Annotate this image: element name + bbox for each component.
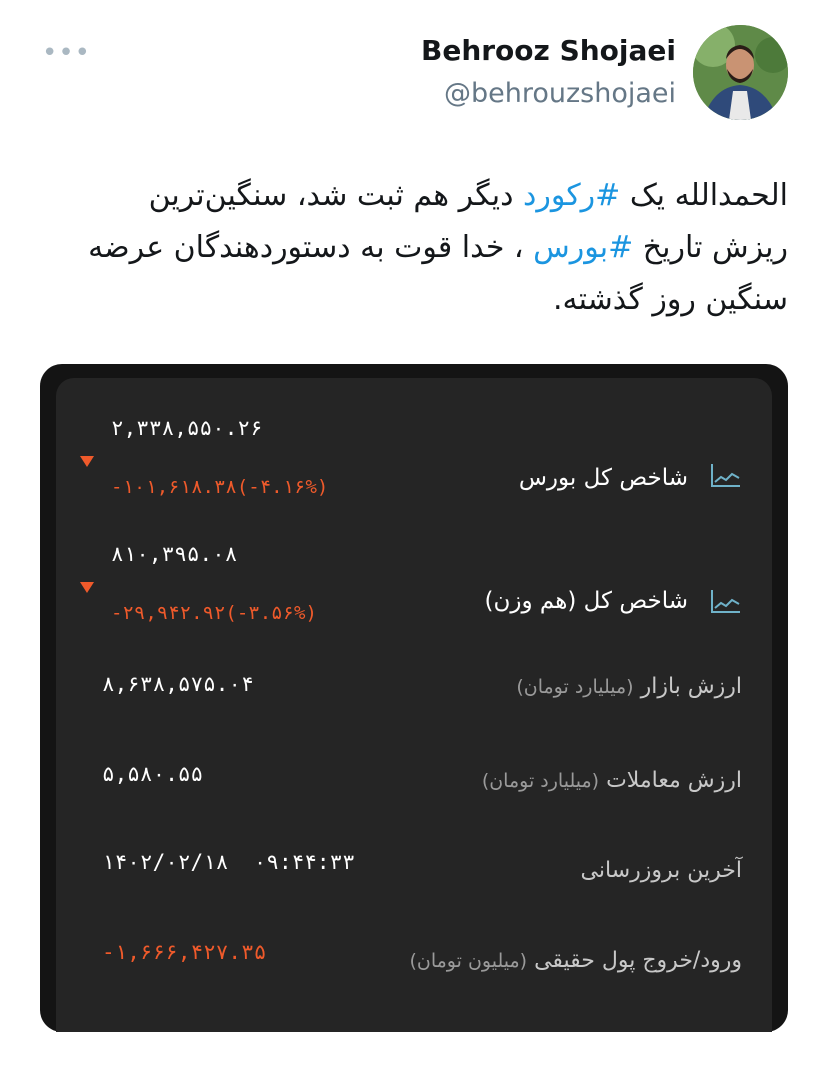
market-summary-panel bbox=[56, 378, 772, 1032]
market-value-row bbox=[56, 670, 772, 710]
chart-icon bbox=[710, 588, 742, 614]
equal-weight-index-label: شاخص کل (هم وزن) bbox=[484, 588, 688, 614]
more-options-icon[interactable]: ••• bbox=[42, 38, 92, 68]
total-index-value: ۲,۳۳۸,۵۵۰.۲۶ bbox=[111, 416, 263, 440]
label-text: ورود/خروج پول حقیقی bbox=[534, 948, 742, 973]
total-index-row bbox=[56, 418, 772, 528]
trade-value-value: ۵,۵۸۰.۵۵ bbox=[102, 762, 204, 786]
real-money-flow-value: -۱,۶۶۶,۴۲۷.۳۵ bbox=[102, 940, 267, 964]
last-update-label: آخرین بروزرسانی bbox=[580, 858, 742, 883]
label-unit: (میلیون تومان) bbox=[409, 950, 528, 972]
total-index-change: -۱۰۱,۶۱۸.۳۸(-۴.۱۶%) bbox=[111, 476, 329, 498]
label-unit: (میلیارد تومان) bbox=[481, 770, 600, 792]
trade-value-row bbox=[56, 764, 772, 804]
chart-icon bbox=[710, 462, 742, 488]
down-arrow-icon bbox=[80, 582, 94, 593]
equal-weight-index-row bbox=[56, 544, 772, 654]
tweet-text-part: الحمدالله یک bbox=[620, 178, 788, 213]
last-update-value: ۱۴۰۲/۰۲/۱۸ ۰۹:۴۴:۳۳ bbox=[102, 850, 355, 874]
total-index-label: شاخص کل بورس bbox=[518, 465, 688, 491]
trade-value-label bbox=[482, 768, 742, 793]
label-text: ارزش بازار bbox=[640, 674, 742, 699]
tweet-text bbox=[68, 170, 788, 326]
tweet-text-part: دیگر هم ثبت شد، سنگین‌ترین ریزش تاریخ bbox=[148, 178, 788, 265]
real-money-flow-label bbox=[409, 948, 742, 973]
market-value-value: ۸,۶۳۸,۵۷۵.۰۴ bbox=[102, 672, 254, 696]
label-text: ارزش معاملات bbox=[606, 768, 742, 793]
label-unit: (میلیارد تومان) bbox=[516, 676, 634, 698]
avatar[interactable] bbox=[693, 25, 788, 120]
last-update-row bbox=[56, 850, 772, 894]
hashtag-link[interactable]: #بورس bbox=[533, 230, 634, 265]
market-value-label bbox=[516, 674, 742, 699]
tweet-text-part: ، خدا قوت به دستوردهندگان عرضه سنگین روز گذشته. bbox=[88, 230, 788, 317]
equal-weight-index-value: ۸۱۰,۳۹۵.۰۸ bbox=[111, 542, 238, 566]
hashtag-link[interactable]: #رکورد bbox=[523, 178, 621, 213]
display-name[interactable]: Behrooz Shojaei bbox=[420, 34, 676, 67]
market-summary-card[interactable] bbox=[40, 364, 788, 1032]
down-arrow-icon bbox=[80, 456, 94, 467]
user-handle[interactable]: @behrouzshojaei bbox=[443, 78, 676, 109]
equal-weight-index-change: -۲۹,۹۴۲.۹۲(-۳.۵۶%) bbox=[111, 602, 317, 624]
real-money-flow-row bbox=[56, 940, 772, 984]
